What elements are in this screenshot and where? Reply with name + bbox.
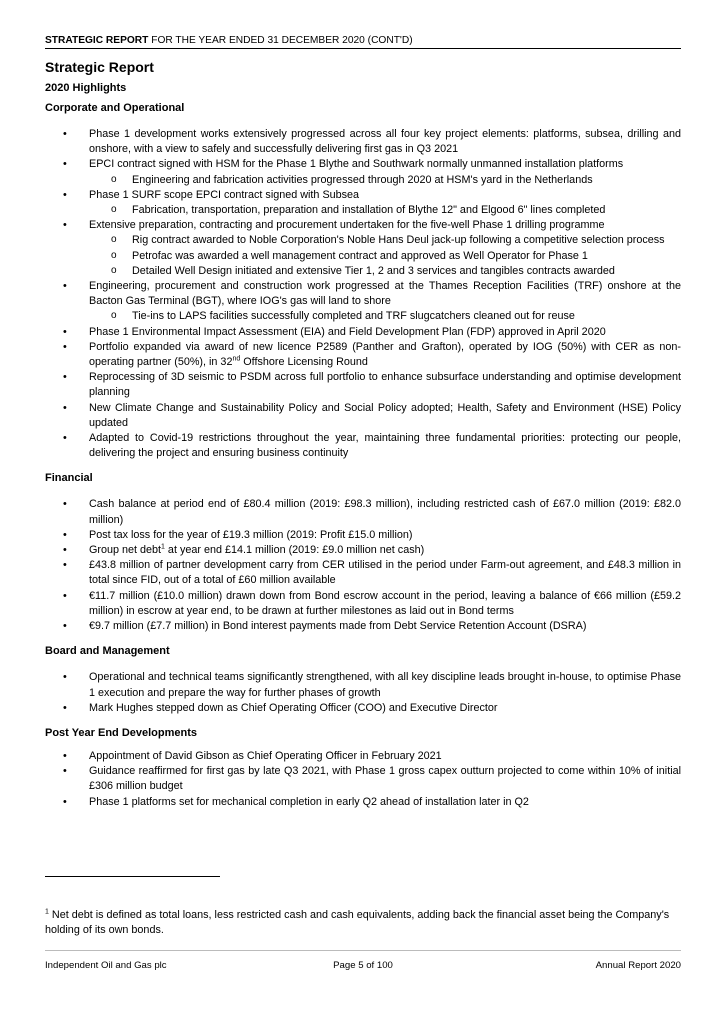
list-item: • €9.7 million (£7.7 million) in Bond interest payments made from Debt Service Retention Account (DSRA) bbox=[45, 619, 681, 634]
sub-list-item: o Petrofac was awarded a well management contract and approved as Well Operator for Phase 1 bbox=[111, 249, 588, 262]
bullet-icon: • bbox=[63, 432, 67, 445]
footnote-number: 1 bbox=[45, 908, 49, 916]
bullet-icon: • bbox=[63, 325, 67, 338]
bullet-icon: • bbox=[63, 158, 67, 171]
bullet-icon: • bbox=[63, 795, 67, 808]
bullet-icon: • bbox=[63, 701, 67, 714]
running-header-rest: FOR THE YEAR ENDED 31 DECEMBER 2020 (CONT'D) bbox=[148, 35, 413, 46]
footer-divider bbox=[45, 950, 681, 951]
bullet-icon: • bbox=[63, 544, 67, 557]
bullet-icon: • bbox=[63, 765, 67, 778]
sub-bullet-icon: o bbox=[111, 234, 117, 246]
list-item: • Engineering, procurement and construction work progressed at the Thames Reception Facilities (TRF) onshore at the Bacton Gas Terminal (BGT), where IOG's gas will land to shore o Tie-ins to LAPS facilities successfully completed and TRF slugcatchers cleaned out for reuse bbox=[45, 279, 681, 325]
page-title: Strategic Report bbox=[45, 59, 154, 75]
list-item: • Operational and technical teams significantly strengthened, with all key discipline leads brought in-house, to optimise Phase 1 execution and prepare the way for further phases of growth bbox=[63, 671, 681, 699]
list-item: • €11.7 million (£10.0 million) drawn down from Bond escrow account in the period, leaving a balance of €66 million (£59.2 million) in escrow at year end, to be drawn at further milestones as laid out in Bond terms bbox=[63, 589, 681, 617]
list-item: • Portfolio expanded via award of new licence P2589 (Panther and Grafton), operated by IOG (50%) with CER as non-operating partner (50%), in 32nd Offshore Licensing Round bbox=[63, 340, 681, 369]
list-item: • Guidance reaffirmed for first gas by late Q3 2021, with Phase 1 gross capex outturn projected to come within 10% of initial £306 million budget bbox=[63, 765, 681, 793]
list-item: • Adapted to Covid-19 restrictions throughout the year, maintaining three fundamental priorities: protecting our people, delivering the project and ensuring business continuity bbox=[63, 432, 681, 460]
footer-page-number: Page 5 of 100 bbox=[333, 960, 393, 971]
list-item: • Phase 1 SURF scope EPCI contract signed with Subsea o Fabrication, transportation, preparation and installation of Blythe 12" and Elgood 6" lines completed bbox=[45, 188, 681, 218]
board-list bbox=[45, 670, 681, 716]
page-subtitle: 2020 Highlights bbox=[45, 82, 127, 94]
bullet-icon: • bbox=[63, 280, 67, 293]
sub-list-item: o Engineering and fabrication activities progressed through 2020 at HSM's yard in the Netherlands bbox=[111, 173, 593, 186]
bullet-icon: • bbox=[63, 749, 67, 762]
section-heading-board: Board and Management bbox=[45, 645, 170, 658]
sub-bullet-icon: o bbox=[111, 249, 117, 261]
section-heading-corporate: Corporate and Operational bbox=[45, 102, 185, 114]
corporate-list bbox=[45, 127, 681, 461]
bullet-icon: • bbox=[63, 559, 67, 572]
list-item: • Appointment of David Gibson as Chief Operating Officer in February 2021 bbox=[45, 749, 681, 764]
footnote-marker: 1 bbox=[161, 543, 165, 551]
list-item: • Group net debt$^1$ at year end £14.1 million (2019: £9.0 million net cash) bbox=[45, 543, 681, 558]
list-item: • £43.8 million of partner development carry from CER utilised in the period under Farm-out agreement, and £48.3 million in total since FID, out of a total of £60 million available bbox=[63, 559, 681, 587]
list-item: • Cash balance at period end of £80.4 million (2019: £98.3 million), including restricted cash of £67.0 million (2019: £82.0 million) bbox=[63, 498, 681, 526]
bullet-icon: • bbox=[63, 371, 67, 384]
bullet-icon: • bbox=[63, 671, 67, 684]
bullet-icon: • bbox=[63, 128, 67, 140]
list-item: • EPCI contract signed with HSM for the Phase 1 Blythe and Southwark normally unmanned installation platforms o Engineering and fabrication activities progressed through 2020 at HSM's yard in the Netherlands bbox=[45, 157, 681, 187]
sub-list-item: o Tie-ins to LAPS facilities successfully completed and TRF slugcatchers cleaned out for reuse bbox=[111, 310, 575, 323]
sub-bullet-icon: o bbox=[111, 264, 117, 276]
section-heading-financial: Financial bbox=[45, 472, 93, 485]
bullet-icon: • bbox=[63, 219, 67, 232]
list-item: • New Climate Change and Sustainability Policy and Social Policy adopted; Health, Safety and Environment (HSE) Policy updated bbox=[63, 401, 681, 429]
financial-list bbox=[45, 497, 681, 634]
list-item: • Post tax loss for the year of £19.3 million (2019: Profit £15.0 million) bbox=[45, 528, 681, 543]
sub-bullet-icon: o bbox=[111, 310, 117, 322]
bullet-icon: • bbox=[63, 589, 67, 602]
sub-bullet-icon: o bbox=[111, 204, 117, 216]
page-content bbox=[45, 34, 681, 810]
list-item: • Extensive preparation, contracting and procurement undertaken for the five-well Phase 1 drilling programme o Rig contract awarded to Noble Corporation's Noble Hans Deul jack-up following a competitive selection process o Petrofac was awarded a well management contract and approved as Well Operator for Phase 1 o Detailed Well Design initiated and extensive Tier 1, 2 and 3 services and tangibles contracts awarded bbox=[45, 218, 681, 279]
footnote bbox=[45, 908, 681, 938]
running-header-bold: STRATEGIC REPORT bbox=[45, 35, 149, 46]
list-item: • Phase 1 development works extensively progressed across all four key project elements: platforms, subsea, drilling and onshore, with a view to safely and successfully delivering first gas in Q3 2021 bbox=[63, 128, 681, 156]
running-header bbox=[45, 34, 681, 49]
list-item: • Phase 1 platforms set for mechanical completion in early Q2 ahead of installation later in Q2 bbox=[45, 795, 681, 810]
footnote-text: Net debt is defined as total loans, less restricted cash and cash equivalents, adding back the financial asset being the Company's holding of its own bonds. bbox=[45, 909, 670, 936]
section-heading-post: Post Year End Developments bbox=[45, 726, 198, 739]
ordinal-suffix: nd bbox=[232, 355, 241, 363]
bullet-icon: • bbox=[63, 620, 67, 633]
bullet-icon: • bbox=[63, 498, 67, 511]
list-item: • Mark Hughes stepped down as Chief Operating Officer (COO) and Executive Director bbox=[45, 701, 681, 716]
bullet-icon: • bbox=[63, 340, 67, 353]
list-item: • Phase 1 Environmental Impact Assessment (EIA) and Field Development Plan (FDP) approved in April 2020 bbox=[45, 325, 681, 340]
bullet-icon: • bbox=[63, 401, 67, 414]
sub-list-item: o Rig contract awarded to Noble Corporation's Noble Hans Deul jack-up following a competitive selection process bbox=[111, 234, 665, 247]
bullet-icon: • bbox=[63, 528, 67, 541]
footer-company: Independent Oil and Gas plc bbox=[45, 960, 167, 971]
list-item: • Reprocessing of 3D seismic to PSDM across full portfolio to enhance subsurface understanding and optimise development planning bbox=[63, 371, 681, 399]
sub-list-item: o Detailed Well Design initiated and extensive Tier 1, 2 and 3 services and tangibles contracts awarded bbox=[111, 264, 615, 277]
footer-report-title: Annual Report 2020 bbox=[595, 960, 681, 971]
footnote-divider bbox=[45, 876, 220, 877]
post-list bbox=[45, 749, 681, 810]
bullet-icon: • bbox=[63, 188, 67, 201]
sub-bullet-icon: o bbox=[111, 173, 117, 185]
sub-list-item: o Fabrication, transportation, preparation and installation of Blythe 12" and Elgood 6" lines completed bbox=[111, 204, 606, 217]
